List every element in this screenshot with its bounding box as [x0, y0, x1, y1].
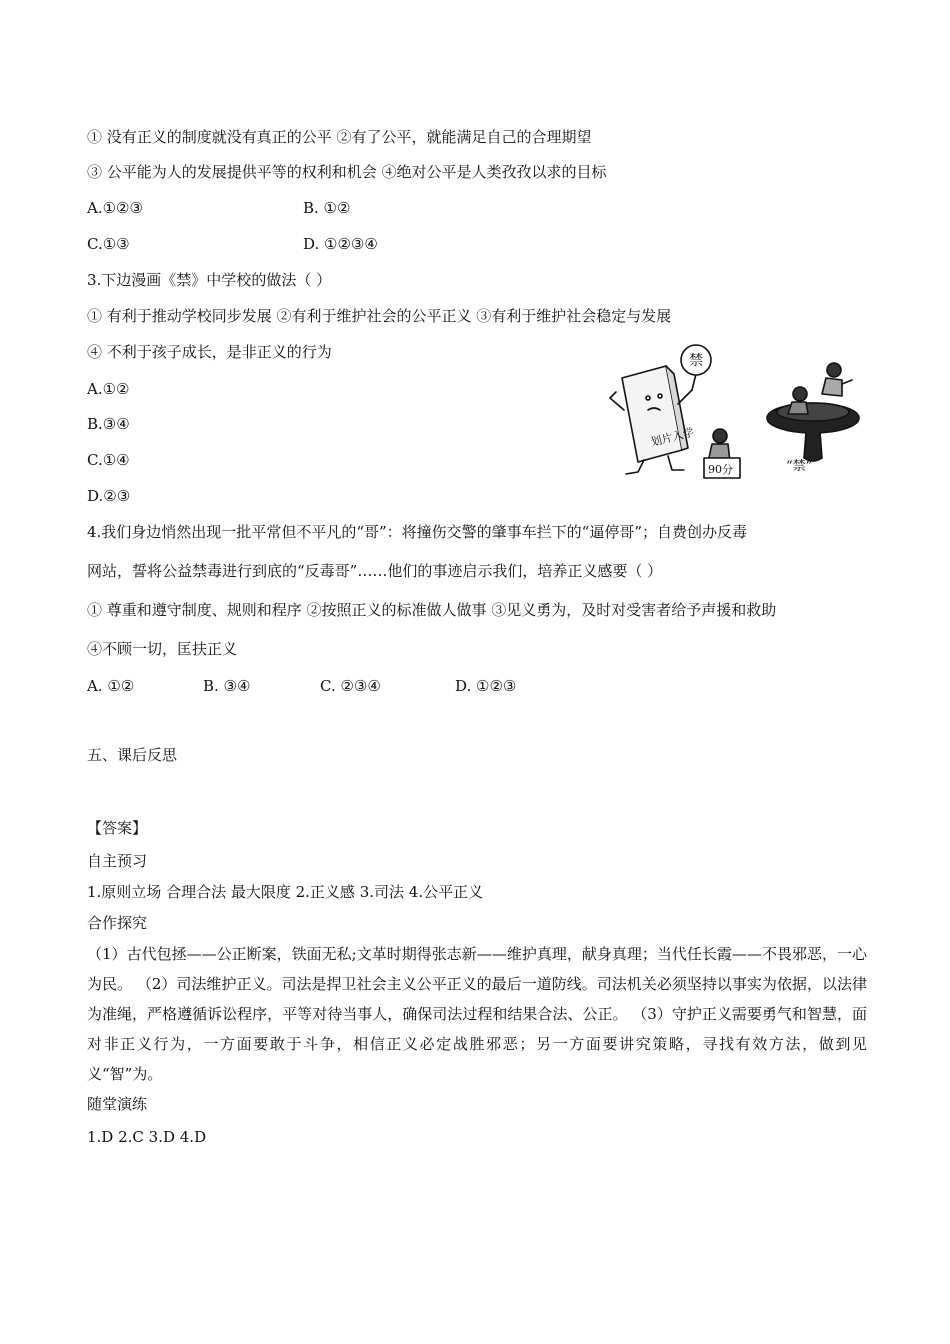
- q2-option-b: B. ①②: [303, 199, 351, 217]
- preview-title: 自主预习: [87, 852, 148, 870]
- answers-heading: 【答案】: [87, 819, 148, 837]
- section-5-heading: 五、课后反思: [87, 746, 178, 764]
- q2-statements-line2: ③ 公平能为人的发展提供平等的权利和机会 ④绝对公平是人类孜孜以求的目标: [87, 163, 607, 181]
- q2-option-a: A.①②③: [87, 199, 143, 217]
- cartoon-paper-text: 划片入学: [649, 425, 696, 449]
- q3-option-d: D.②③: [87, 487, 131, 505]
- cartoon-jin-illustration: [608, 340, 870, 488]
- practice-answers: 1.D 2.C 3.D 4.D: [87, 1128, 207, 1146]
- coop-title: 合作探究: [87, 914, 148, 932]
- q3-option-c: C.①④: [87, 451, 130, 469]
- q2-option-d: D. ①②③④: [303, 235, 378, 253]
- cartoon-caption: “禁”: [786, 459, 813, 474]
- q3-statements-line2: ④ 不利于孩子成长，是非正义的行为: [87, 343, 332, 361]
- q3-option-b: B.③④: [87, 415, 130, 433]
- cartoon-score-text: 90分: [708, 463, 733, 476]
- q4-statements-line1: ① 尊重和遵守制度、规则和程序 ②按照正义的标准做人做事 ③见义勇为，及时对受害者给予声援和救助: [87, 601, 777, 619]
- q4-option-a: A. ①②: [87, 677, 135, 695]
- q3-option-a: A.①②: [87, 380, 130, 398]
- q4-option-b: B. ③④: [203, 677, 251, 695]
- preview-answers: 1.原则立场 合理合法 最大限度 2.正义感 3.司法 4.公平正义: [87, 883, 484, 901]
- q3-statements-line1: ① 有利于推动学校同步发展 ②有利于维护社会的公平正义 ③有利于维护社会稳定与发展: [87, 307, 672, 325]
- q3-stem: 3.下边漫画《禁》中学校的做法（ ）: [87, 271, 332, 289]
- q2-option-c: C.①③: [87, 235, 130, 253]
- practice-title: 随堂演练: [87, 1095, 148, 1113]
- cartoon-sign-text: 禁: [689, 353, 703, 369]
- q4-option-c: C. ②③④: [320, 677, 381, 695]
- q2-statements-line1: ① 没有正义的制度就没有真正的公平 ②有了公平，就能满足自己的合理期望: [87, 128, 592, 146]
- q4-stem-line2: 网站，誓将公益禁毒进行到底的“反毒哥”……他们的事迹启示我们，培养正义感要（ ）: [87, 562, 663, 580]
- q4-stem-line1: 4.我们身边悄然出现一批平常但不平凡的“哥”：将撞伤交警的肇事车拦下的“逼停哥”；自费创办反毒: [87, 523, 747, 541]
- q4-option-d: D. ①②③: [455, 677, 517, 695]
- coop-answers: （1）古代包拯——公正断案，铁面无私;文革时期得张志新——维护真理，献身真理；当代任长霞——不畏邪恶，一心为民。 （2）司法维护正义。司法是捍卫社会主义公平正义的最后一道防线。司法机关必须坚持以事实为依据，以法律为准绳，严格遵循诉讼程序，平等对待当事人，确保司法过程和结果合法、公正。 （3）守护正义需要勇气和智慧，面对非正义行为，一方面要敢于斗争，相信正义必定战胜邪恶；另一方面要讲究策略，寻找有效方法，做到见义“智”为。: [87, 945, 867, 1083]
- q4-statements-line2: ④不顾一切，匡扶正义: [87, 640, 238, 658]
